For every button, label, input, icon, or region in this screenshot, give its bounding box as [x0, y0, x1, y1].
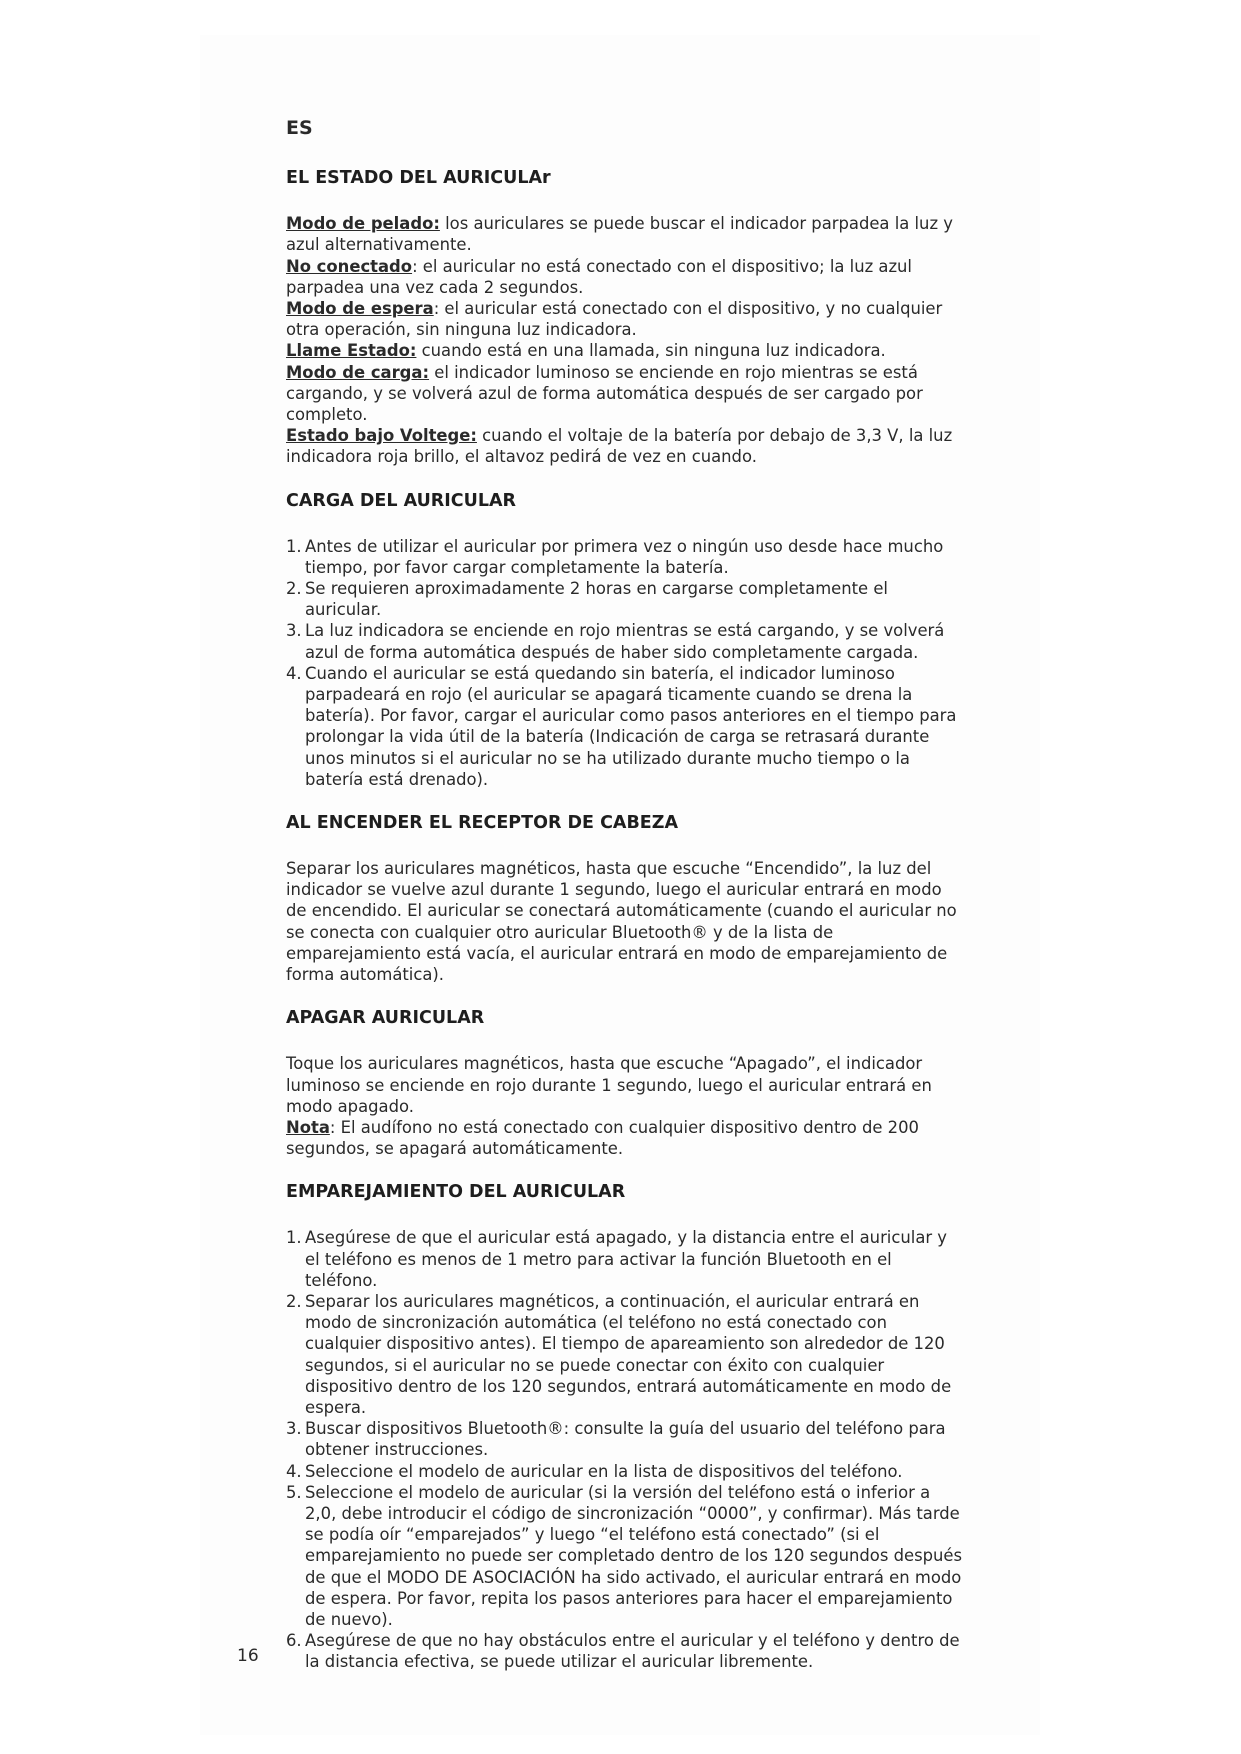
estado-term: Modo de pelado: [286, 214, 440, 234]
list-number: 1. [286, 1228, 302, 1248]
section-title-estado: EL ESTADO DEL AURICULAr [286, 168, 551, 189]
list-text: Se requieren aproximadamente 2 horas en cargarse completamente el auricular. [305, 579, 888, 620]
note-term: Nota [286, 1117, 330, 1137]
estado-term: Modo de carga: [286, 362, 430, 382]
estado-text: : el auricular está conectado con el dispositivo, y no cualquier otra operación, sin ninguna luz indicadora. [286, 299, 943, 340]
language-code: ES [286, 117, 313, 139]
section-estado [286, 167, 966, 467]
list-number: 4. [286, 1461, 302, 1481]
carga-list [286, 536, 966, 790]
apagar-note [286, 1117, 966, 1159]
section-title-emparejamiento: EMPAREJAMIENTO DEL AURICULAR [286, 1182, 626, 1203]
list-text: Seleccione el modelo de auricular (si la versión del teléfono está o inferior a 2,0, debe introducir el código de sincronización “0000”, y confirmar). Más tarde se podía oír “emparejados” y luego “el teléfono está conectado” (si el emparejamiento no puede ser completado dentro de los 120 segundos después de que el MODO DE ASOCIACIÓN ha sido activado, el auricular entrará en modo de espera. Por favor, repita los pasos anteriores para hacer el emparejamiento de nuevo). [305, 1482, 963, 1629]
section-emparejamiento [286, 1181, 966, 1672]
estado-term: Modo de espera [286, 299, 434, 319]
section-carga [286, 490, 966, 790]
estado-text: el indicador luminoso se enciende en rojo mientras se está cargando, y se volverá azul de forma automática después de ser cargado por completo. [286, 362, 923, 425]
section-title-carga: CARGA DEL AURICULAR [286, 490, 517, 511]
list-text: Buscar dispositivos Bluetooth®: consulte la guía del usuario del teléfono para obtener instrucciones. [305, 1419, 946, 1460]
list-number: 2. [286, 579, 302, 599]
list-item [286, 663, 966, 790]
emparejamiento-list [286, 1227, 966, 1672]
estado-term: Estado bajo Voltege: [286, 426, 477, 446]
list-item [286, 1461, 966, 1482]
apagar-text: Toque los auriculares magnéticos, hasta que escuche “Apagado”, el indicador luminoso se enciende en rojo durante 1 segundo, luego el auricular entrará en modo apagado. [286, 1054, 932, 1116]
estado-entry [286, 362, 966, 426]
list-text: Antes de utilizar el auricular por primera vez o ningún uso desde hace mucho tiempo, por favor cargar completamente la batería. [305, 536, 944, 577]
list-number: 3. [286, 1419, 302, 1439]
list-text: La luz indicadora se enciende en rojo mientras se está cargando, y se volverá azul de forma automática después de haber sido completamente cargada. [305, 621, 945, 662]
list-item [286, 1482, 966, 1630]
list-number: 1. [286, 536, 302, 556]
estado-entry [286, 298, 966, 340]
list-text: Cuando el auricular se está quedando sin batería, el indicador luminoso parpadeará en rojo (el auricular se apagará ticamente cuando se drena la batería). Por favor, cargar el auricular como pasos anteriores en el tiempo para prolongar la vida útil de la batería (Indicación de carga se retrasará durante unos minutos si el auricular no se ha utilizado durante mucho tiempo o la batería está drenado). [305, 663, 957, 789]
estado-entry [286, 340, 966, 361]
list-text: Asegúrese de que el auricular está apagado, y la distancia entre el auricular y el teléfono es menos de 1 metro para activar la función Bluetooth en el teléfono. [305, 1228, 948, 1290]
section-encender [286, 812, 966, 985]
note-text: : El audífono no está conectado con cualquier dispositivo dentro de 200 segundos, se apagará automáticamente. [286, 1117, 919, 1159]
list-number: 5. [286, 1482, 302, 1502]
estado-text: cuando está en una llamada, sin ninguna luz indicadora. [416, 341, 886, 361]
list-item [286, 1227, 966, 1291]
estado-text: los auriculares se puede buscar el indicador parpadea la luz y azul alternativamente. [286, 214, 953, 255]
page-content [286, 118, 966, 1695]
estado-entry [286, 425, 966, 467]
estado-entry [286, 213, 966, 255]
list-text: Separar los auriculares magnéticos, a continuación, el auricular entrará en modo de sincronización automática (el teléfono no está conectado con cualquier dispositivo antes). El tiempo de apareamiento son alrededor de 120 segundos, si el auricular no se puede conectar con éxito con cualquier dispositivo dentro de los 120 segundos, entrará automáticamente en modo de espera. [305, 1291, 952, 1417]
list-item [286, 536, 966, 578]
section-apagar [286, 1007, 966, 1159]
estado-term: Llame Estado: [286, 341, 417, 361]
section-title-encender: AL ENCENDER EL RECEPTOR DE CABEZA [286, 813, 678, 834]
page-number: 16 [237, 1646, 259, 1666]
list-text: Asegúrese de que no hay obstáculos entre el auricular y el teléfono y dentro de la distancia efectiva, se puede utilizar el auricular libremente. [305, 1631, 960, 1672]
list-number: 6. [286, 1631, 302, 1651]
list-item [286, 620, 966, 662]
list-item [286, 578, 966, 620]
section-title-apagar: APAGAR AURICULAR [286, 1008, 485, 1029]
encender-text: Separar los auriculares magnéticos, hasta que escuche “Encendido”, la luz del indicador se vuelve azul durante 1 segundo, luego el auricular entrará en modo de encendido. El auricular se conectará automáticamente (cuando el auricular no se conecta con cualquier otro auricular Bluetooth® y de la lista de emparejamiento está vacía, el auricular entrará en modo de emparejamiento de forma automática). [286, 859, 957, 985]
estado-entry [286, 256, 966, 298]
estado-text: : el auricular no está conectado con el dispositivo; la luz azul parpadea una vez cada 2 segundos. [286, 256, 912, 297]
estado-term: No conectado [286, 256, 413, 276]
list-item [286, 1291, 966, 1418]
list-number: 2. [286, 1291, 302, 1311]
list-number: 3. [286, 621, 302, 641]
list-item [286, 1418, 966, 1460]
list-number: 4. [286, 663, 302, 683]
list-item [286, 1630, 966, 1672]
estado-text: cuando el voltaje de la batería por debajo de 3,3 V, la luz indicadora roja brillo, el altavoz pedirá de vez en cuando. [286, 426, 953, 467]
list-text: Seleccione el modelo de auricular en la lista de dispositivos del teléfono. [305, 1461, 903, 1481]
